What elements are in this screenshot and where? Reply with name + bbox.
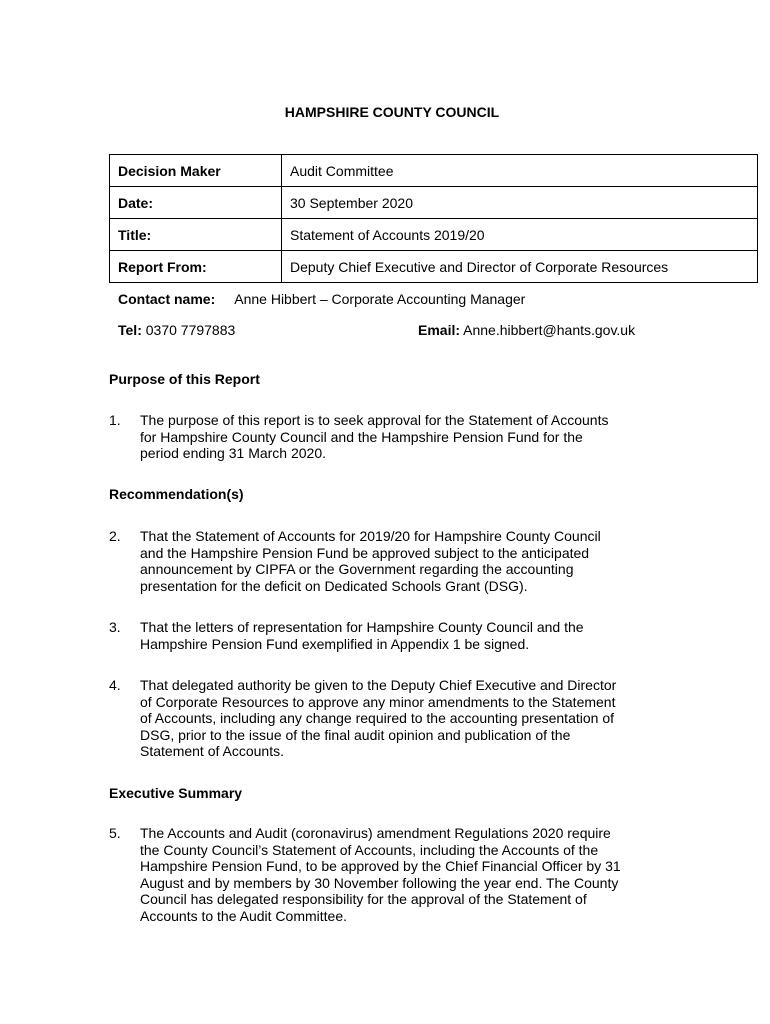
text-line: of Accounts, including any change required to the accounting presentation of: [140, 710, 614, 726]
table-row: [110, 187, 758, 219]
text-line: and the Hampshire Pension Fund be approved subject to the anticipated: [140, 544, 590, 561]
email-row: [418, 322, 635, 338]
table-row: [110, 251, 758, 283]
decision-maker-value: Audit Committee: [282, 155, 758, 187]
text-line: Accounts to the Audit Committee.: [140, 907, 347, 924]
contact-name-row: [118, 291, 525, 307]
paragraph-text: [140, 619, 680, 652]
paragraph-text: [140, 677, 680, 760]
recommendations-heading: Recommendation(s): [109, 486, 244, 502]
executive-summary-heading: Executive Summary: [109, 785, 243, 801]
text-line: DSG, prior to the issue of the final audit opinion and publication of the: [140, 726, 571, 743]
text-line: Hampshire Pension Fund exemplified in Appendix 1 be signed.: [140, 635, 530, 652]
report-from-value: Deputy Chief Executive and Director of Corporate Resources: [282, 251, 758, 283]
contact-name-label: Contact name:: [118, 291, 216, 307]
date-value: 30 September 2020: [282, 187, 758, 219]
email-label: Email:: [418, 322, 461, 338]
text-line: The Accounts and Audit (coronavirus) amendment Regulations 2020 require: [140, 825, 611, 841]
date-label: Date:: [110, 187, 282, 219]
text-line: That the letters of representation for Hampshire County Council and the: [140, 619, 584, 635]
text-line: presentation for the deficit on Dedicated Schools Grant (DSG).: [140, 577, 528, 594]
email-link[interactable]: Anne.hibbert@hants.gov.uk: [463, 322, 636, 338]
title-value: Statement of Accounts 2019/20: [282, 219, 758, 251]
paragraph-number: 3.: [109, 619, 121, 635]
tel-value: 0370 7797883: [145, 322, 236, 338]
paragraph-text: [140, 825, 680, 924]
paragraph-text: [140, 528, 680, 594]
text-line: The purpose of this report is to seek approval for the Statement of Accounts: [140, 412, 609, 428]
table-row: [110, 219, 758, 251]
text-line: of Corporate Resources to approve any minor amendments to the Statement: [140, 693, 616, 710]
text-line: That delegated authority be given to the Deputy Chief Executive and Director: [140, 677, 617, 693]
text-line: for Hampshire County Council and the Hampshire Pension Fund for the: [140, 428, 583, 445]
text-line: Council has delegated responsibility for the approval of the Statement of: [140, 891, 587, 907]
purpose-heading: Purpose of this Report: [109, 371, 260, 387]
document-title: HAMPSHIRE COUNTY COUNCIL: [284, 104, 500, 120]
table-row: [110, 155, 758, 187]
text-line: announcement by CIPFA or the Government regarding the accounting: [140, 561, 574, 577]
decision-info-table: [109, 154, 758, 283]
paragraph-number: 1.: [109, 412, 121, 428]
text-line: Hampshire Pension Fund, to be approved by the Chief Financial Officer by 31: [140, 858, 621, 874]
decision-maker-label: Decision Maker: [110, 155, 282, 187]
text-line: August and by members by 30 November following the year end. The County: [140, 874, 619, 891]
tel-row: [118, 322, 235, 338]
text-line: the County Council’s Statement of Accounts, including the Accounts of the: [140, 841, 599, 858]
paragraph-number: 2.: [109, 528, 121, 544]
contact-name-value: Anne Hibbert – Corporate Accounting Manager: [234, 291, 526, 307]
paragraph-number: 4.: [109, 677, 121, 693]
paragraph-number: 5.: [109, 825, 121, 841]
text-line: Statement of Accounts.: [140, 743, 284, 759]
tel-label: Tel:: [118, 322, 142, 338]
title-label: Title:: [110, 219, 282, 251]
text-line: That the Statement of Accounts for 2019/20 for Hampshire County Council: [140, 528, 601, 544]
paragraph-text: [140, 412, 680, 462]
report-from-label: Report From:: [110, 251, 282, 283]
text-line: period ending 31 March 2020.: [140, 445, 327, 461]
